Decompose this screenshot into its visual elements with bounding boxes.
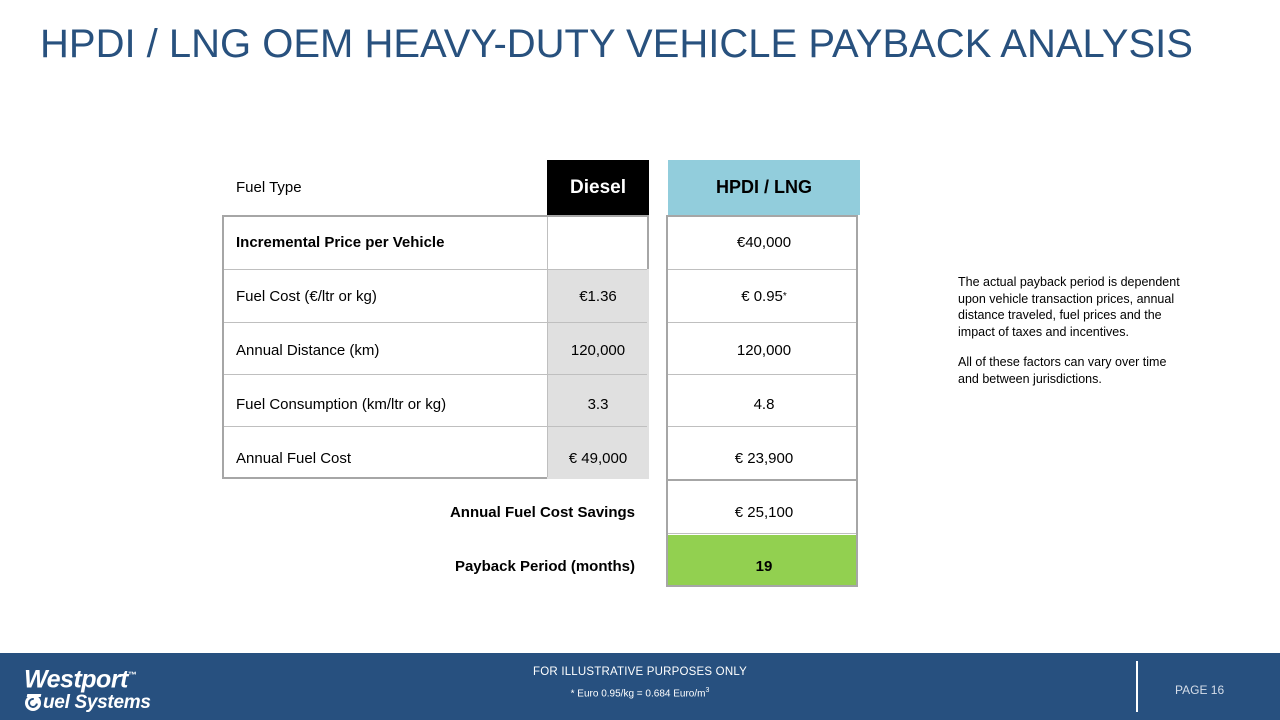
row-diesel-value: 120,000 — [570, 341, 626, 359]
column-gap — [649, 323, 668, 377]
column-gap — [649, 485, 668, 539]
column-gap — [649, 215, 668, 269]
summary-lng-value: € 25,100 — [734, 503, 794, 521]
table-row — [222, 377, 860, 431]
column-gap — [649, 539, 668, 593]
page-number: PAGE 16 — [1175, 683, 1225, 697]
header-diesel-cell: Diesel — [547, 160, 649, 215]
row-lng-value-text: € 0.95 — [741, 287, 783, 305]
footer-center-text — [0, 666, 1280, 699]
table-row — [222, 269, 860, 323]
table-row — [222, 323, 860, 377]
row-lng-value: € 23,900 — [734, 449, 794, 467]
footer-divider — [1136, 661, 1138, 712]
row-lng-value: 4.8 — [753, 395, 775, 413]
payback-table — [222, 160, 860, 593]
row-diesel-value — [547, 215, 649, 269]
row-label: Annual Fuel Cost — [236, 449, 352, 467]
table-row — [222, 431, 860, 485]
table-row — [222, 215, 860, 269]
row-lng-value — [668, 269, 860, 323]
logo-fuel-systems-text: uel Systems — [43, 692, 151, 714]
row-lng-value: 120,000 — [736, 341, 792, 359]
payback-period-value: 19 — [755, 557, 773, 575]
summary-label: Payback Period (months) — [454, 557, 635, 575]
column-gap — [649, 431, 668, 485]
side-note-paragraph-2: All of these factors can vary over time and between jurisdictions. — [958, 355, 1167, 386]
header-fuel-type-label: Fuel Type — [236, 179, 302, 196]
row-diesel-value: € 49,000 — [568, 449, 628, 467]
header-hpdi-lng-cell: HPDI / LNG — [668, 160, 860, 215]
illustrative-disclaimer: FOR ILLUSTRATIVE PURPOSES ONLY — [533, 666, 747, 678]
row-label: Fuel Cost (€/ltr or kg) — [236, 287, 377, 305]
column-gap — [649, 160, 668, 215]
row-label: Annual Distance (km) — [236, 341, 380, 359]
footnote-cubic-superscript: 3 — [705, 687, 710, 694]
side-note-paragraph-1: The actual payback period is dependent upon vehicle transaction prices, annual distance traveled, fuel prices and the impact of taxes and incentives. — [958, 275, 1180, 339]
page-title: HPDI / LNG OEM HEAVY-DUTY VEHICLE PAYBACK ANALYSIS — [40, 22, 1193, 66]
trademark-icon: ™ — [127, 670, 137, 680]
summary-row — [222, 539, 860, 593]
column-gap — [649, 377, 668, 431]
side-note — [958, 274, 1186, 387]
row-lng-value: €40,000 — [736, 233, 792, 251]
footnote-marker-asterisk: * — [782, 290, 787, 302]
footer-bar — [0, 653, 1280, 720]
summary-label: Annual Fuel Cost Savings — [449, 503, 635, 521]
table-header-row — [222, 160, 860, 215]
row-diesel-value: €1.36 — [579, 287, 617, 305]
footnote-conversion — [0, 687, 1280, 699]
row-label: Fuel Consumption (km/ltr or kg) — [236, 395, 447, 413]
row-diesel-value: 3.3 — [587, 395, 609, 413]
footnote-text: * Euro 0.95/kg = 0.684 Euro/m — [570, 688, 706, 700]
logo-westport-text: Westport — [24, 665, 128, 694]
summary-row — [222, 485, 860, 539]
column-gap — [649, 269, 668, 323]
row-label: Incremental Price per Vehicle — [236, 233, 445, 251]
